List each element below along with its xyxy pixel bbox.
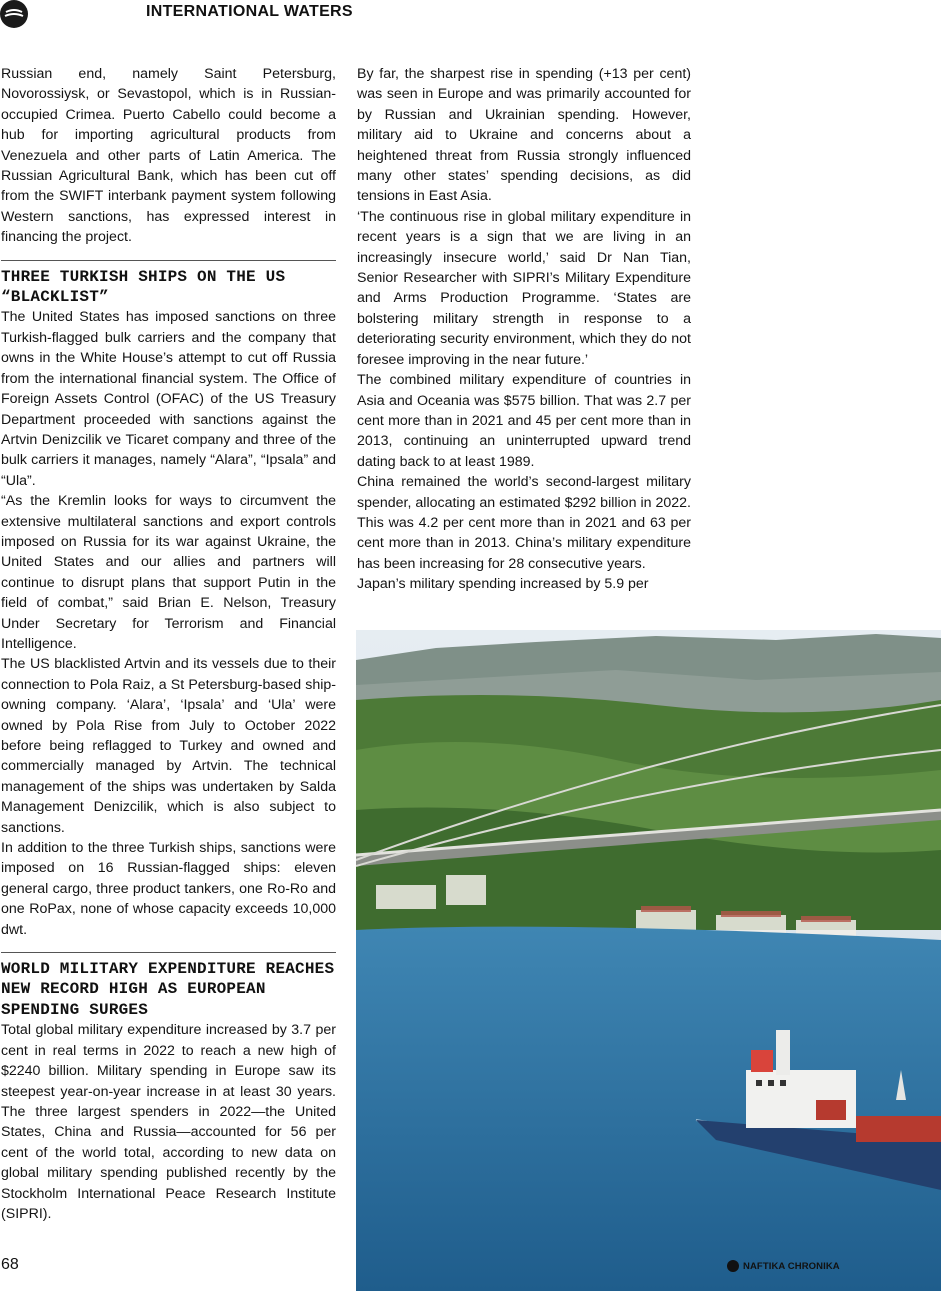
article-paragraph: The combined military expenditure of countries in Asia and Oceania was $575 billion. That was 2.7 per cent more than in 2021 and 45 per cent more than in 2013, continuing an uninterrupted upward trend dating back to at least 1989. [357,372,691,470]
article-paragraph: Total global military expenditure increased by 3.7 per cent in real terms in 2022 to reach a new high of $2240 billion. Military spending in Europe saw its steepest year-on-year increase in at least 30 years. The three largest spenders in 2022—the United States, China and Russia—accounted for 56 per cent of the world total, according to new data on global military spending published recently by the Stockholm International Peace Research Institute (SIPRI). [1,1022,336,1222]
article-paragraph: Japan’s military spending increased by 5.9 per [357,576,649,593]
article-heading-turkish-ships: THREE TURKISH SHIPS ON THE US “BLACKLIST” [1,267,286,307]
brand-logo-icon [727,1260,739,1272]
article-paragraph: China remained the world’s second-largest military spender, allocating an estimated $292 billion in 2022. This was 4.2 per cent more than in 2021 and 63 per cent more than in 2013. China’s military expenditure has been increasing for 28 consecutive years. [357,474,691,572]
footer-brand [727,1259,840,1273]
article-paragraph: “As the Kremlin looks for ways to circumvent the extensive multilateral sanctions and export controls imposed on Russia for its war against Ukraine, the United States and our allies and partners will continue to disrupt plans that support Putin in the field of combat,” said Brian E. Nelson, Treasury Under Secretary for Terrorism and Financial Intelligence. [1,493,336,652]
article-paragraph: The US blacklisted Artvin and its vessels due to their connection to Pola Raiz, a St Petersburg-based ship-owning company. ‘Alara’, ‘Ipsala’ and ‘Ula’ were owned by Pola Rise from July to October 2022 before being reflagged to Turkey and owned and commercially managed by Artvin. The technical management of the ships was undertaken by Salda Management Denizcilik, which is also subject to sanctions. [1,656,336,836]
intro-paragraph: Russian end, namely Saint Petersburg, Novorossiysk, or Sevastopol, which is in Russian-occupied Crimea. Puerto Cabello could become a hub for importing agricultural products from Venezuela and other parts of Latin America. The Russian Agricultural Bank, which has been cut off from the SWIFT interbank payment system following Western sanctions, has expressed interest in financing the project. [1,66,336,246]
section-title: INTERNATIONAL WATERS [146,3,353,20]
article-paragraph: By far, the sharpest rise in spending (+13 per cent) was seen in Europe and was primarily accounted for by Russian and Ukrainian spending. However, military aid to Ukraine and concerns about a heightened threat from Russia strongly influenced many other states’ spending decisions, as did tensions in East Asia. [357,66,691,205]
magazine-logo-icon [0,0,28,28]
page-number: 68 [1,1256,19,1273]
section-divider [1,952,336,953]
article-paragraph: ‘The continuous rise in global military expenditure in recent years is a sign that we are living in an increasingly insecure world,’ said Dr Nan Tian, Senior Researcher with SIPRI’s Military Expenditure and Arms Production Programme. ‘States are bolstering military strength in response to a deteriorating security environment, which they do not foresee improving in the near future.’ [357,208,691,368]
brand-name: NAFTIKA CHRONIKA [743,1260,840,1272]
section-divider [1,260,336,261]
right-column [357,64,691,595]
left-column [1,64,336,1224]
article-paragraph: The United States has imposed sanctions on three Turkish-flagged bulk carriers and the company that owns in the White House’s attempt to cut off Russia from the international financial system. The Office of Foreign Assets Control (OFAC) of the US Treasury Department proceeded with sanctions against the Artvin Denizcilik ve Ticaret company and three of the bulk carriers it manages, namely “Alara”, “Ipsala” and “Ula”. [1,309,336,489]
article-heading-military-expenditure: WORLD MILITARY EXPENDITURE REACHES NEW RECORD HIGH AS EUROPEAN SPENDING SURGES [1,960,335,1019]
article-paragraph: In addition to the three Turkish ships, sanctions were imposed on 16 Russian-flagged ships: eleven general cargo, three product tankers, one Ro-Ro and one RoPax, none of whose capacity exceeds 10,000 dwt. [1,840,336,938]
bosphorus-ship-photo [356,630,941,1291]
